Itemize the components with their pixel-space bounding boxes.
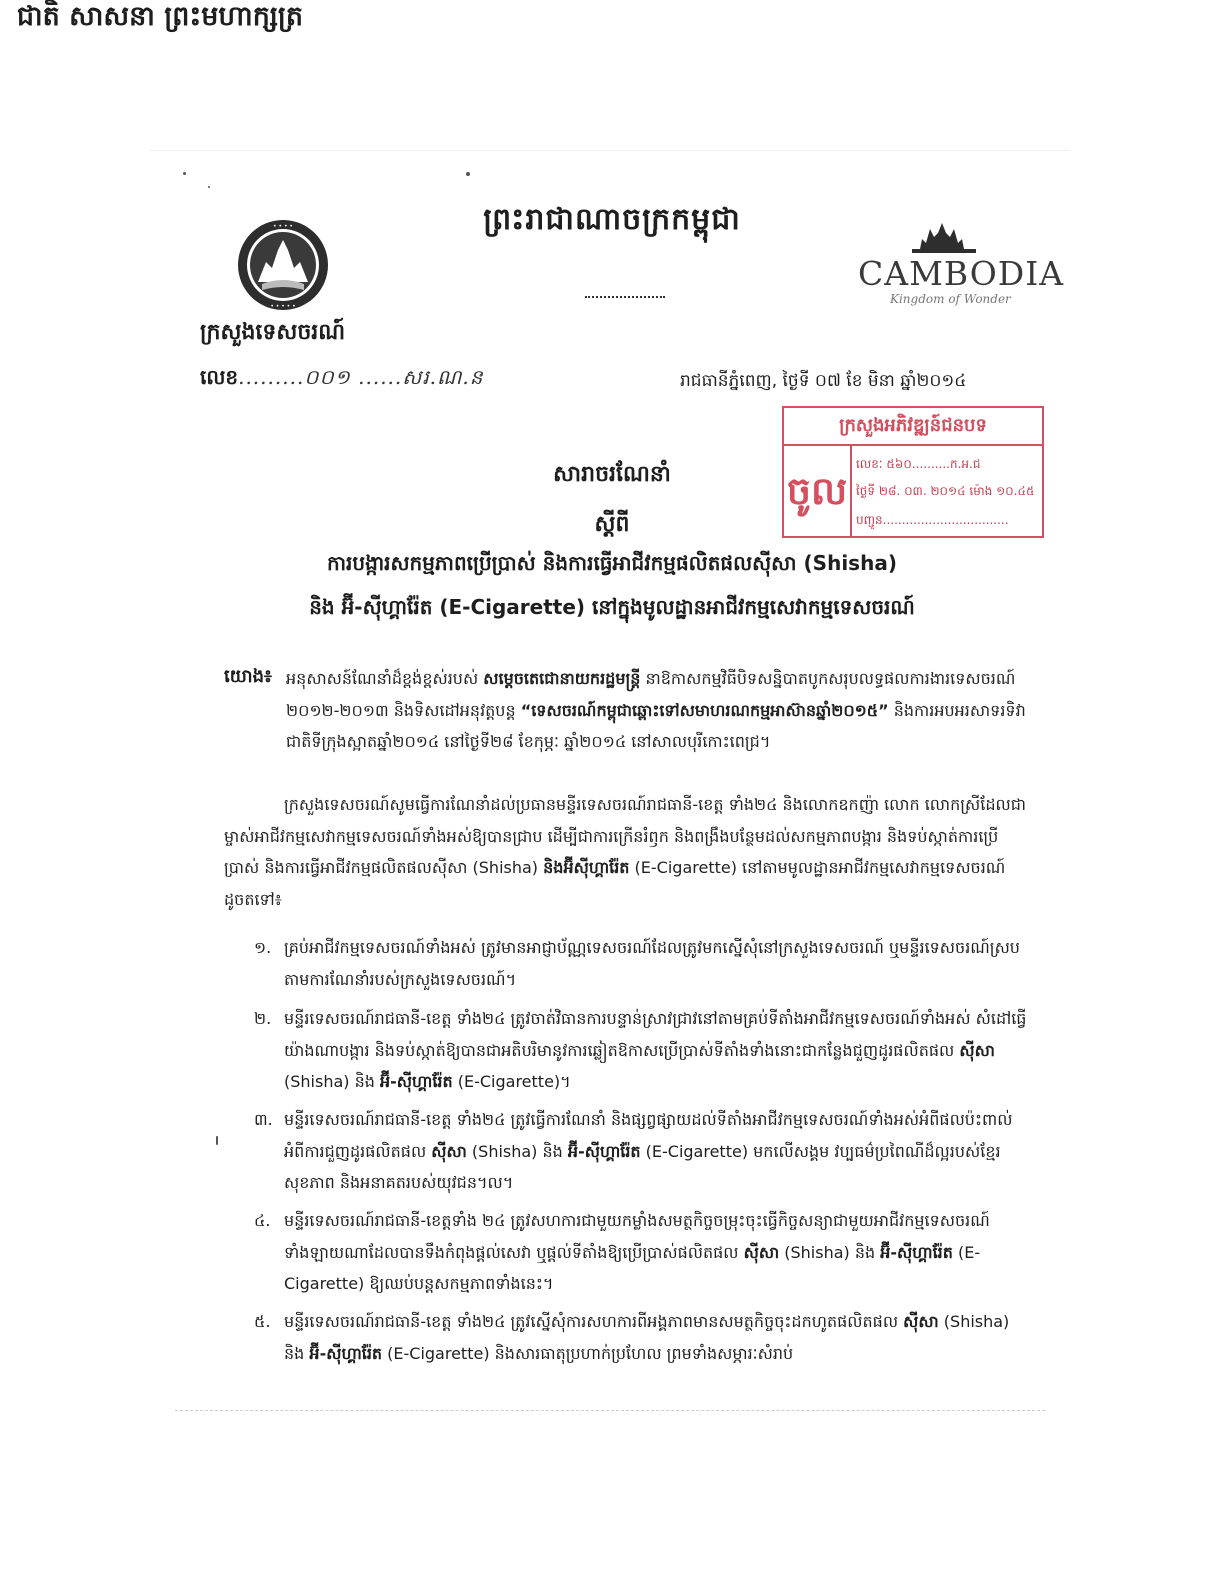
logo-subtitle: Kingdom of Wonder [890, 292, 1011, 306]
item-number: ៥. [254, 1312, 271, 1331]
intro-text-b: (E-Cigarette) នៅតាមមូលដ្ឋានអាជីវកម្មសេវាកម្មទេសចរណ៍ ដូចតទៅ៖ [224, 858, 1006, 909]
svg-text:• • • •: • • • • [273, 223, 293, 230]
reference-text-a: អនុសាសន៍ណែនាំដ៏ខ្ពង់ខ្ពស់របស់ [286, 669, 484, 688]
intro-paragraph [224, 789, 1030, 915]
item-text [284, 1003, 1028, 1098]
scan-speck [216, 1136, 218, 1145]
intro-text-a: ក្រសួងទេសចរណ៍សូមធ្វើការណែនាំដល់ប្រធានមន្ទីរទេសចរណ៍រាជធានី-ខេត្ត ទាំង២៤ និងលោកឧកញ៉ា លោក លោកស្រីដែលជាម្ចាស់អាជីវកម្មសេវាកម្មទេសចរណ៍ទាំងអស់ឱ្យបានជ្រាប ដើម្បីជាការក្រើនរំឭក និងពង្រឹងបន្ថែមដល់សកម្មភាពបង្ការ និងទប់ស្កាត់ការប្រើប្រាស់ និងការធ្វើអាជីវកម្មផលិតផលស៊ីសា (Shisha) [224, 795, 1026, 877]
scan-speck [208, 186, 210, 188]
item-text-b: (Shisha) និង [284, 1312, 1010, 1363]
reference-label: យោង៖ [224, 666, 272, 687]
item-text [284, 1306, 1028, 1369]
item-text-a: មន្ទីរទេសចរណ៍រាជធានី-ខេត្ត ទាំង២៤ ត្រូវធ្វើការណែនាំ និងផ្សព្វផ្សាយដល់ទីតាំងអាជីវកម្មទេសចរណ៍ទាំងអស់អំពីផលប៉ះពាល់អំពីការជួញដូរផលិតផល [284, 1110, 1013, 1161]
item-number: ២. [254, 1009, 272, 1028]
intro-ecig: និងអ៊ីស៊ីហ្គារ៉ែត [543, 858, 630, 877]
item-bold-a: ស៊ីសា [743, 1242, 780, 1262]
item-text-a: មន្ទីរទេសចរណ៍រាជធានី-ខេត្ត ទាំង២៤ ត្រូវចាត់វិធានការបន្ទាន់ស្រាវជ្រាវនៅតាមគ្រប់ទីតាំងអាជីវកម្មទេសចរណ៍ទាំងអស់ សំដៅធ្វើយ៉ាងណាបង្ការ និងទប់ស្កាត់ឱ្យបានជាអតិបរិមានូវការឆ្លៀតឱកាសប្រើប្រាស់ទីតាំងទាំងនោះជាកន្លែងជួញដូរផលិតផល [284, 1009, 1027, 1060]
national-motto: ជាតិ សាសនា ព្រះមហាក្សត្រ [16, 1, 304, 32]
item-number: ៤. [254, 1211, 271, 1230]
reference-slogan: “ទេសចរណ៍កម្ពុជាឆ្ពោះទៅសមាហរណកម្មអាស៊ានឆ្នាំ២០១៥” [520, 700, 889, 720]
item-bold-a: ស៊ីសា [903, 1312, 939, 1331]
stamp-received-mark: ចូល [784, 446, 852, 536]
list-item [254, 932, 1028, 995]
item-bold-a: ស៊ីសា [959, 1040, 995, 1060]
item-text [284, 1205, 1028, 1300]
item-text-c: (E-Cigarette) ឱ្យឈប់បន្តសកម្មភាពទាំងនេះ។ [284, 1242, 981, 1293]
page-footer-faint [175, 1410, 1045, 1427]
item-text-a: គ្រប់អាជីវកម្មទេសចរណ៍ទាំងអស់ ត្រូវមានអាជ្ញាប័ណ្ណទេសចរណ៍ដែលត្រូវមកស្នើសុំនៅក្រសួងទេសចរណ៍ ឬមន្ទីរទេសចរណ៍ស្របតាមការណែនាំរបស់ក្រសួងទេសចរណ៍។ [284, 938, 1020, 989]
logo-text: CAMBODIA [858, 254, 1065, 293]
item-bold-b: អ៊ី-ស៊ីហ្គារ៉ែត [380, 1072, 453, 1091]
list-item [254, 1104, 1028, 1199]
document-about: ស្តីពី [594, 512, 630, 537]
stamp-title: ក្រសួងអភិវឌ្ឍន៍ជនបទ [784, 408, 1042, 446]
date-line: រាជធានីភ្នំពេញ, ថ្ងៃទី ០៧ ខែ មិនា ឆ្នាំ២០១៤ [680, 371, 967, 391]
document-title: សារាចរណែនាំ [553, 462, 671, 487]
item-text-c: (E-Cigarette)។ [452, 1072, 571, 1091]
subject-line-1: ការបង្ការសកម្មភាពប្រើប្រាស់ និងការធ្វើអាជីវកម្មផលិតផលស៊ីសា (Shisha) [327, 551, 897, 575]
reference-text-b: នាឱកាសកម្មវិធីបិទសន្និបាតបូកសរុបលទ្ធផលការងារទេសចរណ៍ ២០១២-២០១៣ និងទិសដៅអនុវត្តបន្ត [286, 669, 1016, 720]
item-text-b: (Shisha) និង [466, 1141, 568, 1161]
item-text-a: មន្ទីរទេសចរណ៍រាជធានី-ខេត្តទាំង ២៤ ត្រូវសហការជាមួយកម្លាំងសមត្ថកិច្ចចម្រុះចុះធ្វើកិច្ចសន្យាជាមួយអាជីវកម្មទេសចរណ៍ទាំងឡាយណាដែលបានទឹងកំពុងផ្តល់សេវា ឬផ្តល់ទីតាំងឱ្យប្រើប្រាស់ផលិតផល [284, 1211, 990, 1262]
item-bold-b: អ៊ី-ស៊ីហ្គារ៉ែត [567, 1141, 641, 1161]
item-text-b: (Shisha) និង [779, 1242, 881, 1262]
list-item [254, 1205, 1028, 1300]
ministry-seal-icon [236, 218, 330, 312]
reference-text-c: និងការអបអរសាទរទិវាជាតិទីក្រុងស្អាតឆ្នាំ២០១៤ នៅថ្ងៃទី២៨ ខែកុម្ភៈ ឆ្នាំ២០១៤ នៅសាលបុរីកោះពេជ្រ។ [286, 700, 1026, 751]
list-item [254, 1306, 1028, 1369]
stamp-date-row: ថ្ងៃទី ២៨. ០៣. ២០១៤ ម៉ោង ១០.៤៥ [856, 484, 1035, 498]
svg-text:• • • • •: • • • • • [270, 303, 296, 310]
kingdom-heading: ព្រះរាជាណាចក្រកម្ពុជា [483, 202, 741, 237]
item-text-c: (E-Cigarette) មកលើសង្គម វប្បធម៌ប្រពៃណីដ៏ល្អរបស់ខ្មែរ សុខភាព និងអនាគតរបស់យុវជន។ល។ [284, 1141, 1001, 1192]
stamp-forward-row: បញ្ជូន................................. [856, 513, 1009, 527]
list-item [254, 1003, 1028, 1098]
item-bold-b: អ៊ី-ស៊ីហ្គារ៉ែត [880, 1242, 953, 1262]
motto-divider [585, 296, 665, 298]
item-text [284, 932, 1028, 995]
item-text-b: (Shisha) និង [284, 1072, 380, 1091]
reference-pm: សម្តេចតេជោនាយករដ្ឋមន្ត្រី [483, 669, 641, 688]
scan-speck [183, 172, 186, 175]
stamp-number-row: លេខៈ ៥៦០..........ក.អ.ជ [856, 457, 981, 471]
scan-speck [466, 172, 470, 176]
subject-line-2: និង អ៊ី-ស៊ីហ្គារ៉ែត (E-Cigarette) នៅក្នុងមូលដ្ឋានអាជីវកម្មសេវាកម្មទេសចរណ៍ [309, 595, 915, 619]
item-text-c: (E-Cigarette) និងសារធាតុប្រហាក់ប្រហែល ព្រមទាំងសម្ភារៈសំរាប់ [382, 1343, 794, 1363]
item-number: ១. [254, 938, 272, 957]
item-bold-b: អ៊ី-ស៊ីហ្គារ៉ែត [309, 1343, 383, 1363]
reference-text [286, 663, 1026, 758]
ministry-name: ក្រសួងទេសចរណ៍ [200, 320, 346, 345]
item-text [284, 1104, 1028, 1199]
item-number: ៣. [254, 1110, 273, 1129]
ref-value: .........០០១ ......សរ.ណ.ន [238, 365, 484, 389]
item-bold-a: ស៊ីសា [431, 1141, 467, 1161]
reference-number [200, 364, 483, 394]
item-text-a: មន្ទីរទេសចរណ៍រាជធានី-ខេត្ត ទាំង២៤ ត្រូវស្នើសុំការសហការពីអង្គភាពមានសមត្ថកិច្ចចុះដកហូតផលិតផល [284, 1312, 904, 1331]
ref-label: លេខ [200, 365, 239, 389]
